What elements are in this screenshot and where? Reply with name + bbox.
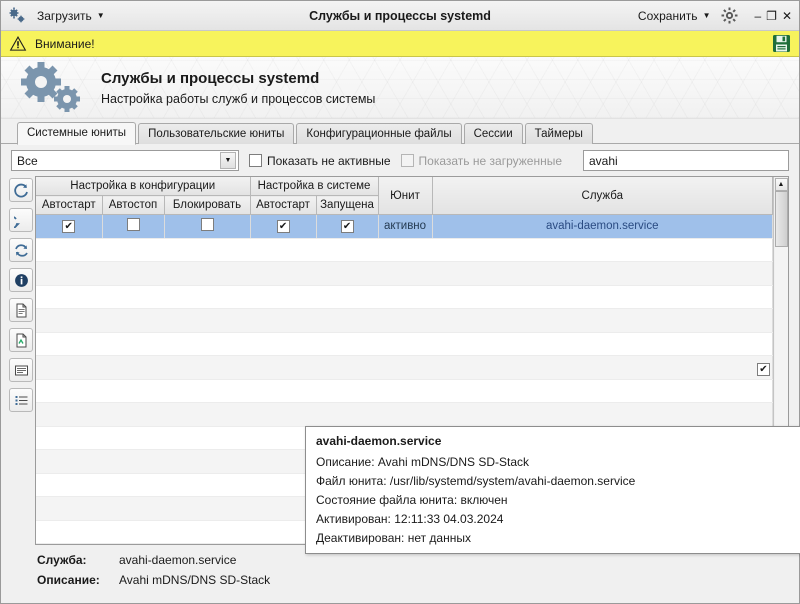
content-body — [1, 176, 799, 545]
warning-bar — [1, 31, 799, 57]
gears-icon — [15, 61, 87, 115]
unit-tooltip — [305, 426, 800, 554]
cell-block-cfg[interactable] — [164, 215, 250, 239]
search-value: avahi — [589, 153, 618, 168]
page-subtitle: Настройка работы служб и процессов системы — [101, 91, 376, 106]
show-inactive-label: Показать не активные — [267, 153, 391, 168]
table-row[interactable] — [36, 403, 773, 427]
tooltip-activated: Активирован: 12:11:33 04.03.2024 — [316, 512, 504, 526]
footer-value-service: avahi-daemon.service — [119, 553, 237, 567]
table-row[interactable] — [36, 379, 773, 403]
title-bar-right — [634, 6, 793, 25]
chevron-down-icon: ▼ — [96, 10, 105, 20]
cell-running-sys[interactable] — [316, 215, 378, 239]
title-bar-left — [7, 6, 109, 26]
save-menu-label: Сохранить — [637, 8, 698, 23]
show-inactive-checkbox[interactable] — [249, 154, 391, 168]
tab-system-units[interactable] — [17, 122, 136, 145]
show-unloaded-checkbox — [401, 154, 562, 168]
table-row[interactable] — [36, 309, 773, 333]
table-row[interactable] — [36, 356, 773, 380]
warning-text: Внимание! — [35, 36, 95, 51]
hero-header — [1, 57, 799, 119]
reload-icon[interactable] — [9, 208, 33, 232]
save-menu-button[interactable] — [634, 7, 715, 25]
filter-row — [1, 144, 799, 176]
column-header-autostart-cfg[interactable]: Автостарт — [36, 196, 102, 215]
gear-icon[interactable] — [720, 6, 739, 25]
minimize-icon[interactable]: – — [754, 8, 762, 23]
window-title: Службы и процессы systemd — [309, 8, 491, 23]
tab-label: Конфигурационные файлы — [306, 128, 452, 140]
column-header-unit[interactable]: Юнит — [378, 177, 432, 215]
checkbox-box[interactable] — [201, 218, 214, 231]
table-row[interactable] — [36, 332, 773, 356]
column-header-service[interactable]: Служба — [432, 177, 772, 215]
cell-autostart-cfg[interactable] — [36, 215, 102, 239]
cell-autostart-sys[interactable] — [250, 215, 316, 239]
document-icon[interactable] — [9, 298, 33, 322]
column-header-autostart-sys[interactable]: Автостарт — [250, 196, 316, 215]
maximize-icon[interactable]: ❐ — [766, 8, 777, 23]
restart-icon[interactable] — [9, 178, 33, 202]
search-input[interactable] — [583, 150, 789, 171]
chevron-down-icon[interactable]: ▼ — [220, 152, 236, 169]
close-icon[interactable]: ✕ — [781, 8, 792, 23]
row-checkbox[interactable]: ✔ — [757, 363, 770, 376]
tooltip-deactivated: Деактивирован: нет данных — [316, 531, 471, 545]
checkbox-box[interactable]: ✔ — [341, 220, 354, 233]
empty-cell — [36, 285, 773, 309]
info-icon[interactable] — [9, 268, 33, 292]
table-row[interactable] — [36, 285, 773, 309]
empty-cell — [36, 403, 773, 427]
refresh-icon[interactable] — [9, 238, 33, 262]
group-header-row — [36, 177, 773, 196]
footer-value-description: Avahi mDNS/DNS SD-Stack — [119, 573, 271, 587]
tab-sessions[interactable] — [464, 123, 523, 144]
cell-autostop-cfg[interactable] — [102, 215, 164, 239]
unit-filter-value: Все — [17, 153, 38, 168]
tooltip-unit-file-state: Состояние файла юнита: включен — [316, 493, 508, 507]
tab-label: Системные юниты — [27, 127, 127, 139]
show-unloaded-label: Показать не загруженные — [418, 153, 563, 168]
cell-service: avahi-daemon.service — [432, 215, 772, 239]
tab-label: Таймеры — [534, 128, 583, 140]
tooltip-unit-file: Файл юнита: /usr/lib/systemd/system/avahi-daemon.service — [316, 474, 636, 488]
title-bar — [1, 1, 799, 31]
page-title: Службы и процессы systemd — [101, 69, 320, 87]
checkbox-box[interactable] — [249, 154, 262, 167]
group-header-config[interactable]: Настройка в конфигурации — [36, 177, 250, 196]
floppy-save-icon[interactable] — [772, 34, 791, 53]
table-row[interactable] — [36, 262, 773, 286]
empty-cell — [36, 309, 773, 333]
tab-bar — [1, 119, 799, 144]
log-icon[interactable] — [9, 328, 33, 352]
table-row[interactable] — [36, 215, 773, 239]
hero-text — [101, 70, 375, 106]
tab-user-units[interactable] — [138, 123, 294, 144]
footer-row-service — [37, 553, 789, 567]
column-header-autostop-cfg[interactable]: Автостоп — [102, 196, 164, 215]
tab-label: Сессии — [473, 128, 513, 140]
empty-cell — [36, 379, 773, 403]
window-controls — [753, 9, 793, 23]
list-icon[interactable] — [9, 358, 33, 382]
scrollbar-thumb[interactable] — [775, 191, 788, 247]
tab-config-files[interactable] — [296, 123, 461, 144]
tab-label: Пользовательские юниты — [148, 128, 285, 140]
checkbox-box[interactable] — [127, 218, 140, 231]
units-table-wrap — [35, 176, 789, 545]
footer-label-description: Описание: — [37, 573, 100, 587]
unit-filter-combobox[interactable] — [11, 150, 239, 171]
empty-cell — [36, 356, 773, 380]
checkbox-box[interactable]: ✔ — [62, 220, 75, 233]
cell-unit: активно — [378, 215, 432, 239]
checkbox-box — [401, 154, 414, 167]
side-toolbar — [7, 176, 35, 545]
tooltip-description: Описание: Avahi mDNS/DNS SD-Stack — [316, 455, 530, 469]
tooltip-title: avahi-daemon.service — [316, 434, 442, 448]
table-row[interactable] — [36, 238, 773, 262]
tab-timers[interactable] — [525, 123, 593, 144]
footer-row-description — [37, 573, 789, 587]
group-header-system[interactable]: Настройка в системе — [250, 177, 378, 196]
empty-cell — [36, 262, 773, 286]
checkbox-box[interactable]: ✔ — [277, 220, 290, 233]
empty-cell — [36, 332, 773, 356]
column-header-block-cfg[interactable]: Блокировать — [164, 196, 250, 215]
footer-label-service: Служба: — [37, 553, 87, 567]
column-header-running-sys[interactable]: Запущена — [316, 196, 378, 215]
app-logo-icon — [7, 6, 27, 26]
load-menu-label: Загрузить — [37, 8, 92, 23]
empty-cell — [36, 238, 773, 262]
scroll-up-icon[interactable]: ▲ — [775, 178, 788, 191]
warning-triangle-icon — [9, 35, 27, 52]
chevron-down-icon: ▼ — [702, 10, 711, 20]
load-menu-button[interactable] — [33, 7, 109, 25]
details-list-icon[interactable] — [9, 388, 33, 412]
